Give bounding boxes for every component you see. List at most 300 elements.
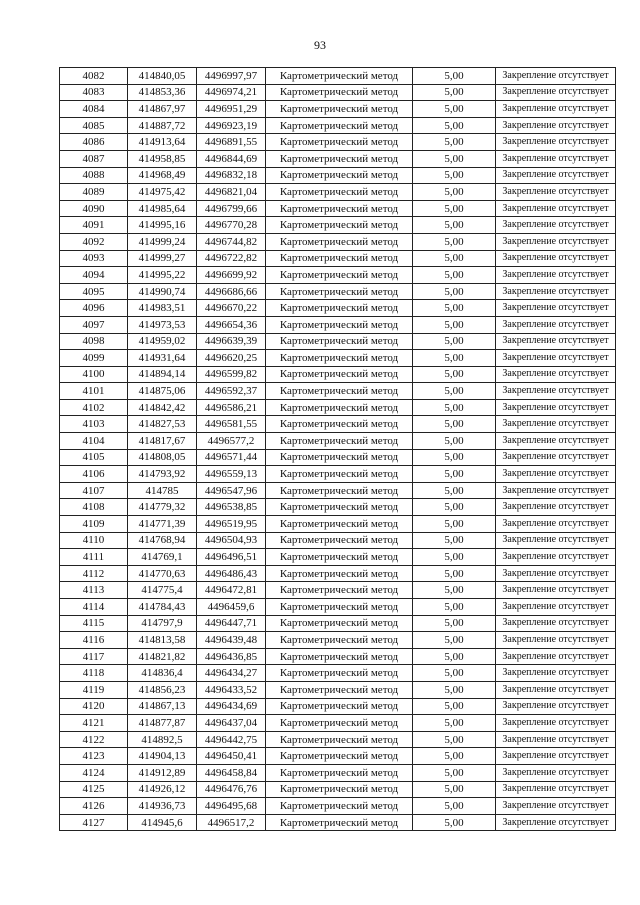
- table-row: [60, 68, 616, 85]
- accuracy-cell: 5,00: [413, 84, 496, 101]
- point-number-cell: 4104: [60, 433, 128, 450]
- y-coordinate-cell: 4496517,2: [197, 814, 266, 831]
- x-coordinate-cell: 414904,13: [128, 748, 197, 765]
- point-number-cell: 4096: [60, 300, 128, 317]
- method-cell: Картометрический метод: [266, 715, 413, 732]
- y-coordinate-cell: 4496997,97: [197, 68, 266, 85]
- y-coordinate-cell: 4496974,21: [197, 84, 266, 101]
- table-row: [60, 350, 616, 367]
- table-row: [60, 665, 616, 682]
- accuracy-cell: 5,00: [413, 516, 496, 533]
- x-coordinate-cell: 414975,42: [128, 184, 197, 201]
- method-cell: Картометрический метод: [266, 582, 413, 599]
- accuracy-cell: 5,00: [413, 399, 496, 416]
- accuracy-cell: 5,00: [413, 798, 496, 815]
- fixation-cell: Закрепление отсутствует: [496, 632, 616, 649]
- point-number-cell: 4116: [60, 632, 128, 649]
- x-coordinate-cell: 414836,4: [128, 665, 197, 682]
- method-cell: Картометрический метод: [266, 482, 413, 499]
- method-cell: Картометрический метод: [266, 267, 413, 284]
- x-coordinate-cell: 414856,23: [128, 681, 197, 698]
- x-coordinate-cell: 414887,72: [128, 117, 197, 134]
- accuracy-cell: 5,00: [413, 267, 496, 284]
- y-coordinate-cell: 4496436,85: [197, 648, 266, 665]
- method-cell: Картометрический метод: [266, 217, 413, 234]
- x-coordinate-cell: 414785: [128, 482, 197, 499]
- y-coordinate-cell: 4496686,66: [197, 283, 266, 300]
- accuracy-cell: 5,00: [413, 366, 496, 383]
- fixation-cell: Закрепление отсутствует: [496, 267, 616, 284]
- method-cell: Картометрический метод: [266, 300, 413, 317]
- fixation-cell: Закрепление отсутствует: [496, 798, 616, 815]
- fixation-cell: Закрепление отсутствует: [496, 416, 616, 433]
- method-cell: Картометрический метод: [266, 449, 413, 466]
- fixation-cell: Закрепление отсутствует: [496, 449, 616, 466]
- point-number-cell: 4127: [60, 814, 128, 831]
- x-coordinate-cell: 414894,14: [128, 366, 197, 383]
- accuracy-cell: 5,00: [413, 200, 496, 217]
- point-number-cell: 4109: [60, 516, 128, 533]
- x-coordinate-cell: 414770,63: [128, 565, 197, 582]
- point-number-cell: 4122: [60, 731, 128, 748]
- accuracy-cell: 5,00: [413, 184, 496, 201]
- point-number-cell: 4126: [60, 798, 128, 815]
- table-row: [60, 532, 616, 549]
- accuracy-cell: 5,00: [413, 698, 496, 715]
- point-number-cell: 4085: [60, 117, 128, 134]
- y-coordinate-cell: 4496923,19: [197, 117, 266, 134]
- table-row: [60, 84, 616, 101]
- accuracy-cell: 5,00: [413, 532, 496, 549]
- table-row: [60, 731, 616, 748]
- y-coordinate-cell: 4496495,68: [197, 798, 266, 815]
- accuracy-cell: 5,00: [413, 549, 496, 566]
- accuracy-cell: 5,00: [413, 482, 496, 499]
- method-cell: Картометрический метод: [266, 764, 413, 781]
- y-coordinate-cell: 4496799,66: [197, 200, 266, 217]
- y-coordinate-cell: 4496504,93: [197, 532, 266, 549]
- accuracy-cell: 5,00: [413, 233, 496, 250]
- x-coordinate-cell: 414817,67: [128, 433, 197, 450]
- x-coordinate-cell: 414926,12: [128, 781, 197, 798]
- x-coordinate-cell: 414983,51: [128, 300, 197, 317]
- point-number-cell: 4120: [60, 698, 128, 715]
- accuracy-cell: 5,00: [413, 416, 496, 433]
- fixation-cell: Закрепление отсутствует: [496, 117, 616, 134]
- method-cell: Картометрический метод: [266, 184, 413, 201]
- method-cell: Картометрический метод: [266, 233, 413, 250]
- table-row: [60, 681, 616, 698]
- table-row: [60, 698, 616, 715]
- y-coordinate-cell: 4496496,51: [197, 549, 266, 566]
- table-row: [60, 250, 616, 267]
- method-cell: Картометрический метод: [266, 250, 413, 267]
- point-number-cell: 4101: [60, 383, 128, 400]
- x-coordinate-cell: 414892,5: [128, 731, 197, 748]
- method-cell: Картометрический метод: [266, 101, 413, 118]
- table-row: [60, 117, 616, 134]
- fixation-cell: Закрепление отсутствует: [496, 731, 616, 748]
- y-coordinate-cell: 4496586,21: [197, 399, 266, 416]
- x-coordinate-cell: 414768,94: [128, 532, 197, 549]
- table-row: [60, 416, 616, 433]
- fixation-cell: Закрепление отсутствует: [496, 333, 616, 350]
- point-number-cell: 4086: [60, 134, 128, 151]
- accuracy-cell: 5,00: [413, 350, 496, 367]
- point-number-cell: 4107: [60, 482, 128, 499]
- point-number-cell: 4125: [60, 781, 128, 798]
- point-number-cell: 4115: [60, 615, 128, 632]
- fixation-cell: Закрепление отсутствует: [496, 134, 616, 151]
- x-coordinate-cell: 414999,24: [128, 233, 197, 250]
- table-row: [60, 632, 616, 649]
- table-row: [60, 134, 616, 151]
- fixation-cell: Закрепление отсутствует: [496, 532, 616, 549]
- table-row: [60, 748, 616, 765]
- accuracy-cell: 5,00: [413, 781, 496, 798]
- fixation-cell: Закрепление отсутствует: [496, 698, 616, 715]
- x-coordinate-cell: 414797,9: [128, 615, 197, 632]
- table-row: [60, 549, 616, 566]
- x-coordinate-cell: 414840,05: [128, 68, 197, 85]
- y-coordinate-cell: 4496581,55: [197, 416, 266, 433]
- x-coordinate-cell: 414973,53: [128, 316, 197, 333]
- y-coordinate-cell: 4496476,76: [197, 781, 266, 798]
- y-coordinate-cell: 4496459,6: [197, 599, 266, 616]
- point-number-cell: 4098: [60, 333, 128, 350]
- y-coordinate-cell: 4496458,84: [197, 764, 266, 781]
- method-cell: Картометрический метод: [266, 316, 413, 333]
- point-number-cell: 4108: [60, 499, 128, 516]
- y-coordinate-cell: 4496571,44: [197, 449, 266, 466]
- fixation-cell: Закрепление отсутствует: [496, 665, 616, 682]
- y-coordinate-cell: 4496722,82: [197, 250, 266, 267]
- x-coordinate-cell: 414821,82: [128, 648, 197, 665]
- fixation-cell: Закрепление отсутствует: [496, 233, 616, 250]
- accuracy-cell: 5,00: [413, 814, 496, 831]
- method-cell: Картометрический метод: [266, 516, 413, 533]
- y-coordinate-cell: 4496599,82: [197, 366, 266, 383]
- method-cell: Картометрический метод: [266, 150, 413, 167]
- table-row: [60, 466, 616, 483]
- table-row: [60, 283, 616, 300]
- x-coordinate-cell: 414877,87: [128, 715, 197, 732]
- method-cell: Картометрический метод: [266, 167, 413, 184]
- y-coordinate-cell: 4496951,29: [197, 101, 266, 118]
- x-coordinate-cell: 414779,32: [128, 499, 197, 516]
- y-coordinate-cell: 4496450,41: [197, 748, 266, 765]
- page-number: 93: [314, 38, 326, 52]
- method-cell: Картометрический метод: [266, 117, 413, 134]
- fixation-cell: Закрепление отсутствует: [496, 615, 616, 632]
- accuracy-cell: 5,00: [413, 748, 496, 765]
- accuracy-cell: 5,00: [413, 715, 496, 732]
- table-row: [60, 715, 616, 732]
- y-coordinate-cell: 4496844,69: [197, 150, 266, 167]
- accuracy-cell: 5,00: [413, 134, 496, 151]
- table-row: [60, 814, 616, 831]
- x-coordinate-cell: 414775,4: [128, 582, 197, 599]
- point-number-cell: 4083: [60, 84, 128, 101]
- fixation-cell: Закрепление отсутствует: [496, 399, 616, 416]
- method-cell: Картометрический метод: [266, 565, 413, 582]
- table-row: [60, 482, 616, 499]
- fixation-cell: Закрепление отсутствует: [496, 184, 616, 201]
- x-coordinate-cell: 414867,13: [128, 698, 197, 715]
- table-row: [60, 333, 616, 350]
- point-number-cell: 4112: [60, 565, 128, 582]
- x-coordinate-cell: 414853,36: [128, 84, 197, 101]
- x-coordinate-cell: 414959,02: [128, 333, 197, 350]
- point-number-cell: 4110: [60, 532, 128, 549]
- method-cell: Картометрический метод: [266, 781, 413, 798]
- method-cell: Картометрический метод: [266, 350, 413, 367]
- y-coordinate-cell: 4496538,85: [197, 499, 266, 516]
- fixation-cell: Закрепление отсутствует: [496, 68, 616, 85]
- method-cell: Картометрический метод: [266, 532, 413, 549]
- point-number-cell: 4091: [60, 217, 128, 234]
- method-cell: Картометрический метод: [266, 283, 413, 300]
- y-coordinate-cell: 4496472,81: [197, 582, 266, 599]
- table-row: [60, 599, 616, 616]
- table-row: [60, 615, 616, 632]
- y-coordinate-cell: 4496891,55: [197, 134, 266, 151]
- fixation-cell: Закрепление отсутствует: [496, 350, 616, 367]
- table-row: [60, 565, 616, 582]
- accuracy-cell: 5,00: [413, 731, 496, 748]
- coordinates-table-body: [60, 68, 616, 831]
- method-cell: Картометрический метод: [266, 698, 413, 715]
- x-coordinate-cell: 414968,49: [128, 167, 197, 184]
- x-coordinate-cell: 414985,64: [128, 200, 197, 217]
- method-cell: Картометрический метод: [266, 549, 413, 566]
- point-number-cell: 4114: [60, 599, 128, 616]
- fixation-cell: Закрепление отсутствует: [496, 217, 616, 234]
- fixation-cell: Закрепление отсутствует: [496, 764, 616, 781]
- method-cell: Картометрический метод: [266, 466, 413, 483]
- y-coordinate-cell: 4496437,04: [197, 715, 266, 732]
- method-cell: Картометрический метод: [266, 798, 413, 815]
- fixation-cell: Закрепление отсутствует: [496, 200, 616, 217]
- table-row: [60, 366, 616, 383]
- accuracy-cell: 5,00: [413, 599, 496, 616]
- table-row: [60, 798, 616, 815]
- accuracy-cell: 5,00: [413, 316, 496, 333]
- accuracy-cell: 5,00: [413, 632, 496, 649]
- y-coordinate-cell: 4496442,75: [197, 731, 266, 748]
- fixation-cell: Закрепление отсутствует: [496, 283, 616, 300]
- accuracy-cell: 5,00: [413, 300, 496, 317]
- accuracy-cell: 5,00: [413, 117, 496, 134]
- method-cell: Картометрический метод: [266, 731, 413, 748]
- accuracy-cell: 5,00: [413, 466, 496, 483]
- x-coordinate-cell: 414827,53: [128, 416, 197, 433]
- accuracy-cell: 5,00: [413, 217, 496, 234]
- x-coordinate-cell: 414813,58: [128, 632, 197, 649]
- method-cell: Картометрический метод: [266, 68, 413, 85]
- y-coordinate-cell: 4496439,48: [197, 632, 266, 649]
- fixation-cell: Закрепление отсутствует: [496, 499, 616, 516]
- point-number-cell: 4100: [60, 366, 128, 383]
- x-coordinate-cell: 414769,1: [128, 549, 197, 566]
- fixation-cell: Закрепление отсутствует: [496, 300, 616, 317]
- accuracy-cell: 5,00: [413, 449, 496, 466]
- y-coordinate-cell: 4496832,18: [197, 167, 266, 184]
- table-row: [60, 781, 616, 798]
- table-row: [60, 300, 616, 317]
- accuracy-cell: 5,00: [413, 665, 496, 682]
- fixation-cell: Закрепление отсутствует: [496, 549, 616, 566]
- point-number-cell: 4111: [60, 549, 128, 566]
- accuracy-cell: 5,00: [413, 433, 496, 450]
- table-row: [60, 764, 616, 781]
- point-number-cell: 4082: [60, 68, 128, 85]
- method-cell: Картометрический метод: [266, 134, 413, 151]
- fixation-cell: Закрепление отсутствует: [496, 565, 616, 582]
- fixation-cell: Закрепление отсутствует: [496, 482, 616, 499]
- table-row: [60, 449, 616, 466]
- fixation-cell: Закрепление отсутствует: [496, 748, 616, 765]
- accuracy-cell: 5,00: [413, 499, 496, 516]
- method-cell: Картометрический метод: [266, 814, 413, 831]
- table-row: [60, 516, 616, 533]
- x-coordinate-cell: 414995,16: [128, 217, 197, 234]
- x-coordinate-cell: 414793,92: [128, 466, 197, 483]
- y-coordinate-cell: 4496547,96: [197, 482, 266, 499]
- point-number-cell: 4092: [60, 233, 128, 250]
- table-row: [60, 316, 616, 333]
- x-coordinate-cell: 414995,22: [128, 267, 197, 284]
- point-number-cell: 4088: [60, 167, 128, 184]
- point-number-cell: 4105: [60, 449, 128, 466]
- point-number-cell: 4113: [60, 582, 128, 599]
- fixation-cell: Закрепление отсутствует: [496, 516, 616, 533]
- y-coordinate-cell: 4496447,71: [197, 615, 266, 632]
- accuracy-cell: 5,00: [413, 167, 496, 184]
- y-coordinate-cell: 4496519,95: [197, 516, 266, 533]
- y-coordinate-cell: 4496770,28: [197, 217, 266, 234]
- fixation-cell: Закрепление отсутствует: [496, 681, 616, 698]
- table-row: [60, 184, 616, 201]
- fixation-cell: Закрепление отсутствует: [496, 383, 616, 400]
- point-number-cell: 4124: [60, 764, 128, 781]
- table-row: [60, 648, 616, 665]
- method-cell: Картометрический метод: [266, 632, 413, 649]
- y-coordinate-cell: 4496639,39: [197, 333, 266, 350]
- y-coordinate-cell: 4496486,43: [197, 565, 266, 582]
- fixation-cell: Закрепление отсутствует: [496, 648, 616, 665]
- table-row: [60, 399, 616, 416]
- point-number-cell: 4094: [60, 267, 128, 284]
- point-number-cell: 4093: [60, 250, 128, 267]
- point-number-cell: 4121: [60, 715, 128, 732]
- fixation-cell: Закрепление отсутствует: [496, 316, 616, 333]
- y-coordinate-cell: 4496577,2: [197, 433, 266, 450]
- y-coordinate-cell: 4496821,04: [197, 184, 266, 201]
- method-cell: Картометрический метод: [266, 665, 413, 682]
- table-row: [60, 582, 616, 599]
- x-coordinate-cell: 414867,97: [128, 101, 197, 118]
- accuracy-cell: 5,00: [413, 681, 496, 698]
- accuracy-cell: 5,00: [413, 648, 496, 665]
- point-number-cell: 4123: [60, 748, 128, 765]
- table-row: [60, 433, 616, 450]
- point-number-cell: 4097: [60, 316, 128, 333]
- fixation-cell: Закрепление отсутствует: [496, 167, 616, 184]
- method-cell: Картометрический метод: [266, 433, 413, 450]
- point-number-cell: 4084: [60, 101, 128, 118]
- accuracy-cell: 5,00: [413, 383, 496, 400]
- fixation-cell: Закрепление отсутствует: [496, 582, 616, 599]
- fixation-cell: Закрепление отсутствует: [496, 466, 616, 483]
- method-cell: Картометрический метод: [266, 499, 413, 516]
- x-coordinate-cell: 414875,06: [128, 383, 197, 400]
- fixation-cell: Закрепление отсутствует: [496, 366, 616, 383]
- fixation-cell: Закрепление отсутствует: [496, 433, 616, 450]
- fixation-cell: Закрепление отсутствует: [496, 781, 616, 798]
- method-cell: Картометрический метод: [266, 615, 413, 632]
- table-row: [60, 383, 616, 400]
- accuracy-cell: 5,00: [413, 764, 496, 781]
- point-number-cell: 4118: [60, 665, 128, 682]
- method-cell: Картометрический метод: [266, 383, 413, 400]
- x-coordinate-cell: 414945,6: [128, 814, 197, 831]
- y-coordinate-cell: 4496433,52: [197, 681, 266, 698]
- point-number-cell: 4102: [60, 399, 128, 416]
- table-row: [60, 233, 616, 250]
- point-number-cell: 4103: [60, 416, 128, 433]
- fixation-cell: Закрепление отсутствует: [496, 101, 616, 118]
- accuracy-cell: 5,00: [413, 565, 496, 582]
- table-row: [60, 217, 616, 234]
- fixation-cell: Закрепление отсутствует: [496, 84, 616, 101]
- y-coordinate-cell: 4496699,92: [197, 267, 266, 284]
- x-coordinate-cell: 414784,43: [128, 599, 197, 616]
- point-number-cell: 4095: [60, 283, 128, 300]
- x-coordinate-cell: 414999,27: [128, 250, 197, 267]
- accuracy-cell: 5,00: [413, 250, 496, 267]
- x-coordinate-cell: 414913,64: [128, 134, 197, 151]
- fixation-cell: Закрепление отсутствует: [496, 599, 616, 616]
- point-number-cell: 4117: [60, 648, 128, 665]
- point-number-cell: 4090: [60, 200, 128, 217]
- y-coordinate-cell: 4496592,37: [197, 383, 266, 400]
- x-coordinate-cell: 414990,74: [128, 283, 197, 300]
- method-cell: Картометрический метод: [266, 333, 413, 350]
- x-coordinate-cell: 414931,64: [128, 350, 197, 367]
- x-coordinate-cell: 414808,05: [128, 449, 197, 466]
- y-coordinate-cell: 4496670,22: [197, 300, 266, 317]
- method-cell: Картометрический метод: [266, 200, 413, 217]
- accuracy-cell: 5,00: [413, 101, 496, 118]
- fixation-cell: Закрепление отсутствует: [496, 150, 616, 167]
- table-row: [60, 101, 616, 118]
- x-coordinate-cell: 414842,42: [128, 399, 197, 416]
- accuracy-cell: 5,00: [413, 68, 496, 85]
- table-row: [60, 267, 616, 284]
- method-cell: Картометрический метод: [266, 84, 413, 101]
- accuracy-cell: 5,00: [413, 283, 496, 300]
- point-number-cell: 4087: [60, 150, 128, 167]
- point-number-cell: 4106: [60, 466, 128, 483]
- accuracy-cell: 5,00: [413, 615, 496, 632]
- fixation-cell: Закрепление отсутствует: [496, 715, 616, 732]
- method-cell: Картометрический метод: [266, 599, 413, 616]
- accuracy-cell: 5,00: [413, 333, 496, 350]
- x-coordinate-cell: 414936,73: [128, 798, 197, 815]
- y-coordinate-cell: 4496559,13: [197, 466, 266, 483]
- point-number-cell: 4119: [60, 681, 128, 698]
